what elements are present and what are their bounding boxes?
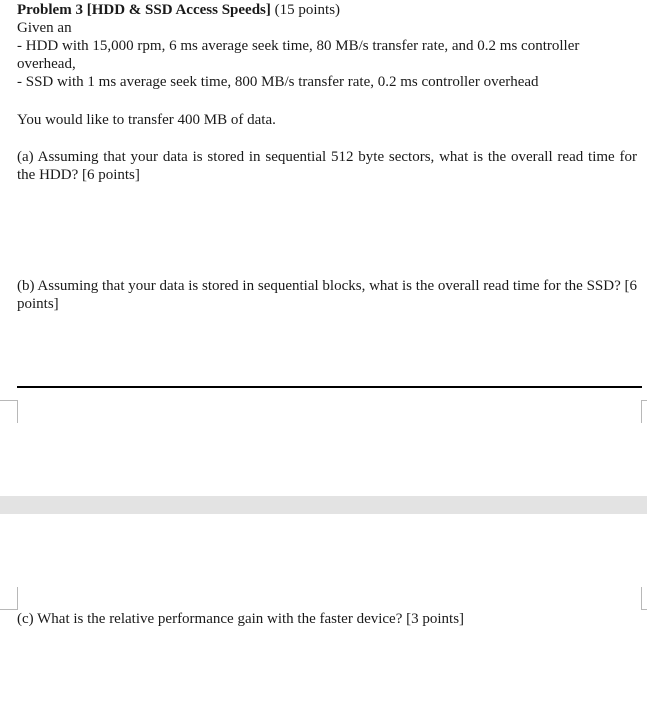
ssd-spec-line: - SSD with 1 ms average seek time, 800 MB/s transfer rate, 0.2 ms controller overhead bbox=[17, 74, 539, 90]
problem-title-points: (15 points) bbox=[270, 2, 341, 18]
hdd-spec-line-1: - HDD with 15,000 rpm, 6 ms average seek time, 80 MB/s transfer rate, and 0.2 ms controller bbox=[17, 38, 580, 54]
horizontal-rule bbox=[17, 386, 642, 388]
question-c: (c) What is the relative performance gain with the faster device? [3 points] bbox=[17, 611, 465, 627]
page-corner-mark-bottom-right bbox=[641, 587, 647, 610]
page-corner-mark-bottom-left bbox=[0, 587, 18, 610]
given-text: Given an bbox=[17, 20, 72, 36]
page-corner-mark-top-left bbox=[0, 400, 18, 423]
page-corner-mark-top-right bbox=[641, 400, 647, 423]
question-a: (a) Assuming that your data is stored in sequential 512 byte sectors, what is the overall read time for the HDD? [6 points] bbox=[17, 149, 637, 183]
transfer-text: You would like to transfer 400 MB of data. bbox=[17, 112, 276, 128]
problem-title-bold: Problem 3 [HDD & SSD Access Speeds] bbox=[17, 2, 271, 18]
question-b: (b) Assuming that your data is stored in sequential blocks, what is the overall read time for the SSD? [6 points] bbox=[17, 278, 637, 312]
hdd-spec-line-2: overhead, bbox=[17, 56, 76, 72]
problem-title bbox=[17, 1, 340, 19]
page-break-gap bbox=[0, 496, 647, 514]
